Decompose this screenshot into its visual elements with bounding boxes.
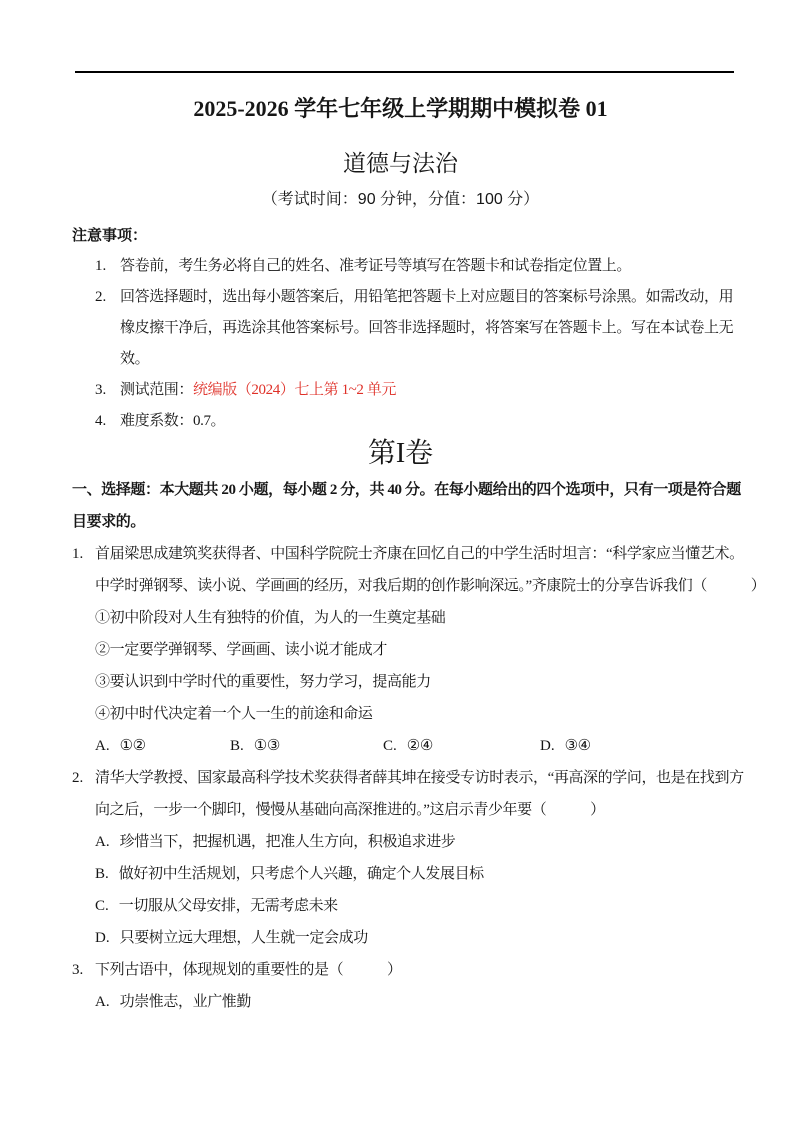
- option-label: C.: [383, 738, 397, 754]
- option-label: A.: [95, 738, 110, 754]
- option-text: ②④: [406, 738, 433, 754]
- option-a: [95, 986, 729, 1018]
- option-text: 珍惜当下，把握机遇，把准人生方向，积极追求进步: [119, 834, 456, 850]
- notice-item: [95, 406, 729, 437]
- option-text: 只要树立远大理想，人生就一定会成功: [119, 930, 368, 946]
- question-number: 2.: [72, 770, 84, 786]
- notice-item-number: 1.: [95, 258, 107, 274]
- exam-title: 2025-2026 学年七年级上学期期中模拟卷 01: [193, 96, 608, 121]
- question-stem-line: 下列古语中，体现规划的重要性的是（ ）: [95, 962, 402, 978]
- option-a: [95, 730, 230, 762]
- option-label: D.: [540, 738, 555, 754]
- option-text: ③④: [564, 738, 591, 754]
- option-label: B.: [95, 866, 109, 882]
- exam-subject: 道德与法治: [343, 150, 458, 176]
- section-heading-line: 一、选择题：本大题共 20 小题，每小题 2 分，共 40 分。在每小题给出的四个选项中，只有一项是符合题: [72, 482, 741, 498]
- notice-item-number: 4.: [95, 413, 107, 429]
- options-row: [95, 730, 729, 762]
- option-c: [383, 730, 540, 762]
- option-a: [95, 826, 729, 858]
- question-number: 3.: [72, 962, 84, 978]
- exam-info: （考试时间：90 分钟，分值：100 分）: [261, 191, 540, 208]
- option-text: ①③: [253, 738, 280, 754]
- notice-line: 效。: [120, 351, 150, 367]
- notice-line-prefix: 测试范围：: [120, 382, 194, 398]
- notice-line: 回答选择题时，选出每小题答案后，用铅笔把答题卡上对应题目的答案标号涂黑。如需改动，用: [120, 289, 734, 305]
- notice-item-number: 2.: [95, 289, 107, 305]
- notice-item: [95, 375, 729, 406]
- question-stem-line: 清华大学教授、国家最高科学技术奖获得者薛其坤在接受专访时表示，“再高深的学问，也是在找到方: [95, 770, 744, 786]
- option-d: [540, 730, 729, 762]
- option-label: A.: [95, 834, 110, 850]
- option-label: D.: [95, 930, 110, 946]
- option-b: [230, 730, 383, 762]
- notice-item: [95, 251, 729, 282]
- question-subitem: ①初中阶段对人生有独特的价值，为人的一生奠定基础: [95, 610, 446, 626]
- option-label: B.: [230, 738, 244, 754]
- option-text: 做好初中生活规划，只考虑个人兴趣，确定个人发展目标: [118, 866, 484, 882]
- section-heading-line: 目要求的。: [72, 514, 146, 530]
- option-d: [95, 922, 729, 954]
- question-3: [72, 954, 729, 1018]
- option-label: C.: [95, 898, 109, 914]
- question-number: 1.: [72, 546, 84, 562]
- notice-line: [120, 375, 729, 406]
- question-stem-line: 首届梁思成建筑奖获得者、中国科学院院士齐康在回忆自己的中学生活时坦言：“科学家应当懂艺术。: [95, 546, 744, 562]
- part-title: 第I卷: [367, 438, 434, 469]
- notice-line: 难度系数：0.7。: [120, 413, 226, 429]
- option-c: [95, 890, 729, 922]
- notice-list: [72, 251, 734, 437]
- question-2: [72, 762, 744, 954]
- notice-line: 答卷前，考生务必将自己的姓名、准考证号等填写在答题卡和试卷指定位置上。: [120, 258, 632, 274]
- notice-heading: 注意事项：: [72, 227, 148, 244]
- question-stem-line: 中学时弹钢琴、读小说、学画画的经历，对我后期的创作影响深远。”齐康院士的分享告诉我们（ ）: [95, 578, 766, 594]
- notice-item-number: 3.: [95, 382, 107, 398]
- option-label: A.: [95, 994, 110, 1010]
- option-b: [95, 858, 729, 890]
- question-list: [72, 538, 766, 1018]
- question-subitem: ②一定要学弹钢琴、学画画、读小说才能成才: [95, 642, 388, 658]
- question-stem-line: 向之后，一步一个脚印，慢慢从基础向高深推进的。”这启示青少年要（ ）: [95, 802, 605, 818]
- option-text: 功崇惟志，业广惟勤: [119, 994, 251, 1010]
- header-rule: [75, 71, 734, 73]
- option-text: ①②: [119, 738, 146, 754]
- section-heading: [72, 474, 741, 538]
- question-subitem: ④初中时代决定着一个人一生的前途和命运: [95, 706, 373, 722]
- notice-item: [95, 282, 734, 375]
- question-subitem: ③要认识到中学时代的重要性，努力学习，提高能力: [95, 674, 431, 690]
- notice-highlight-text: 统编版（2024）七上第 1~2 单元: [193, 382, 397, 398]
- question-1: [72, 538, 766, 762]
- notice-line: 橡皮擦干净后，再选涂其他答案标号。回答非选择题时，将答案写在答题卡上。写在本试卷上无: [120, 320, 734, 336]
- option-text: 一切服从父母安排，无需考虑未来: [118, 898, 338, 914]
